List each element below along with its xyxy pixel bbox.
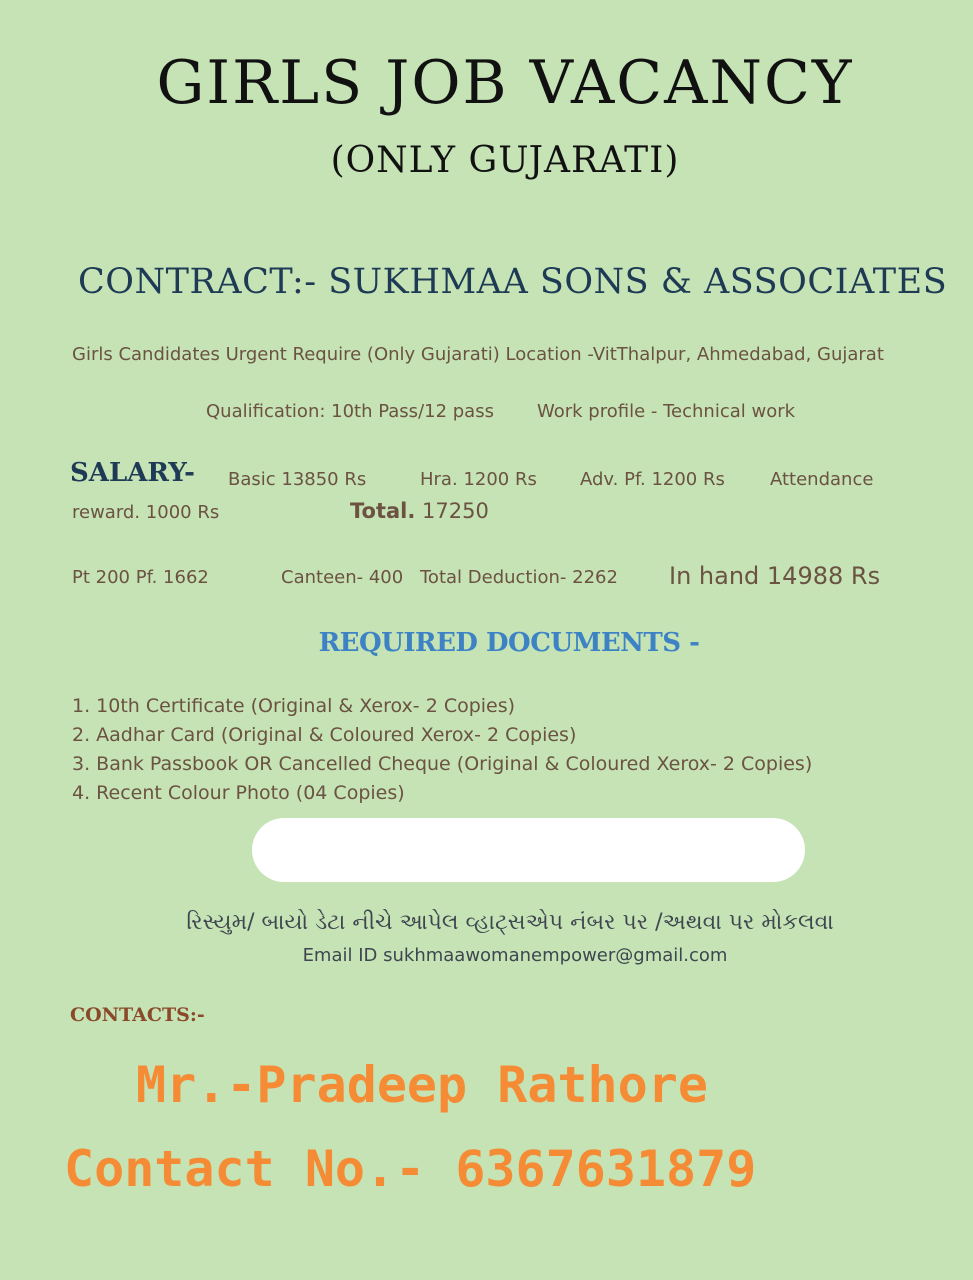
salary-label: SALARY- [70,458,195,488]
document-item: 4. Recent Colour Photo (04 Copies) [72,782,405,804]
deduction-canteen: Canteen- 400 [281,567,404,588]
email-text: Email ID sukhmaawomanempower@gmail.com [302,945,728,966]
total-value: 17250 [415,499,489,523]
gujarati-instruction: રિસ્યુમ/ બાયો ડેટા નીચે આપેલ વ્હાટ્સએપ નંબર પર /અથવા પર મોકલવા [186,910,834,935]
required-documents-heading: REQUIRED DOCUMENTS - [318,628,700,658]
total-deduction: Total Deduction- 2262 [420,567,618,588]
contact-phone: Contact No.- 6367631879 [64,1140,757,1198]
in-hand-salary: In hand 14988 Rs [669,562,881,590]
deduction-pt-pf: Pt 200 Pf. 1662 [72,567,209,588]
page-title: GIRLS JOB VACANCY [156,48,854,118]
contact-name: Mr.-Pradeep Rathore [136,1056,708,1114]
page-subtitle: (ONLY GUJARATI) [330,140,680,181]
work-profile-text: Work profile - Technical work [537,401,796,422]
total-label: Total. [350,499,416,523]
qualification-text: Qualification: 10th Pass/12 pass [206,401,494,422]
salary-hra: Hra. 1200 Rs [420,469,537,490]
salary-attendance-reward: reward. 1000 Rs [72,502,220,523]
salary-attendance: Attendance [770,469,874,490]
salary-adv-pf: Adv. Pf. 1200 Rs [580,469,725,490]
salary-total [350,499,489,523]
contract-heading: CONTRACT:- SUKHMAA SONS & ASSOCIATES [78,262,948,302]
salary-basic: Basic 13850 Rs [228,469,367,490]
document-item: 1. 10th Certificate (Original & Xerox- 2 Copies) [72,695,516,717]
document-item: 3. Bank Passbook OR Cancelled Cheque (Original & Coloured Xerox- 2 Copies) [72,753,813,775]
redaction-box [252,818,805,882]
requirement-text: Girls Candidates Urgent Require (Only Gujarati) Location -VitThalpur, Ahmedabad, Gujarat [72,344,884,365]
contacts-label: CONTACTS:- [70,1004,205,1026]
document-item: 2. Aadhar Card (Original & Coloured Xerox- 2 Copies) [72,724,577,746]
